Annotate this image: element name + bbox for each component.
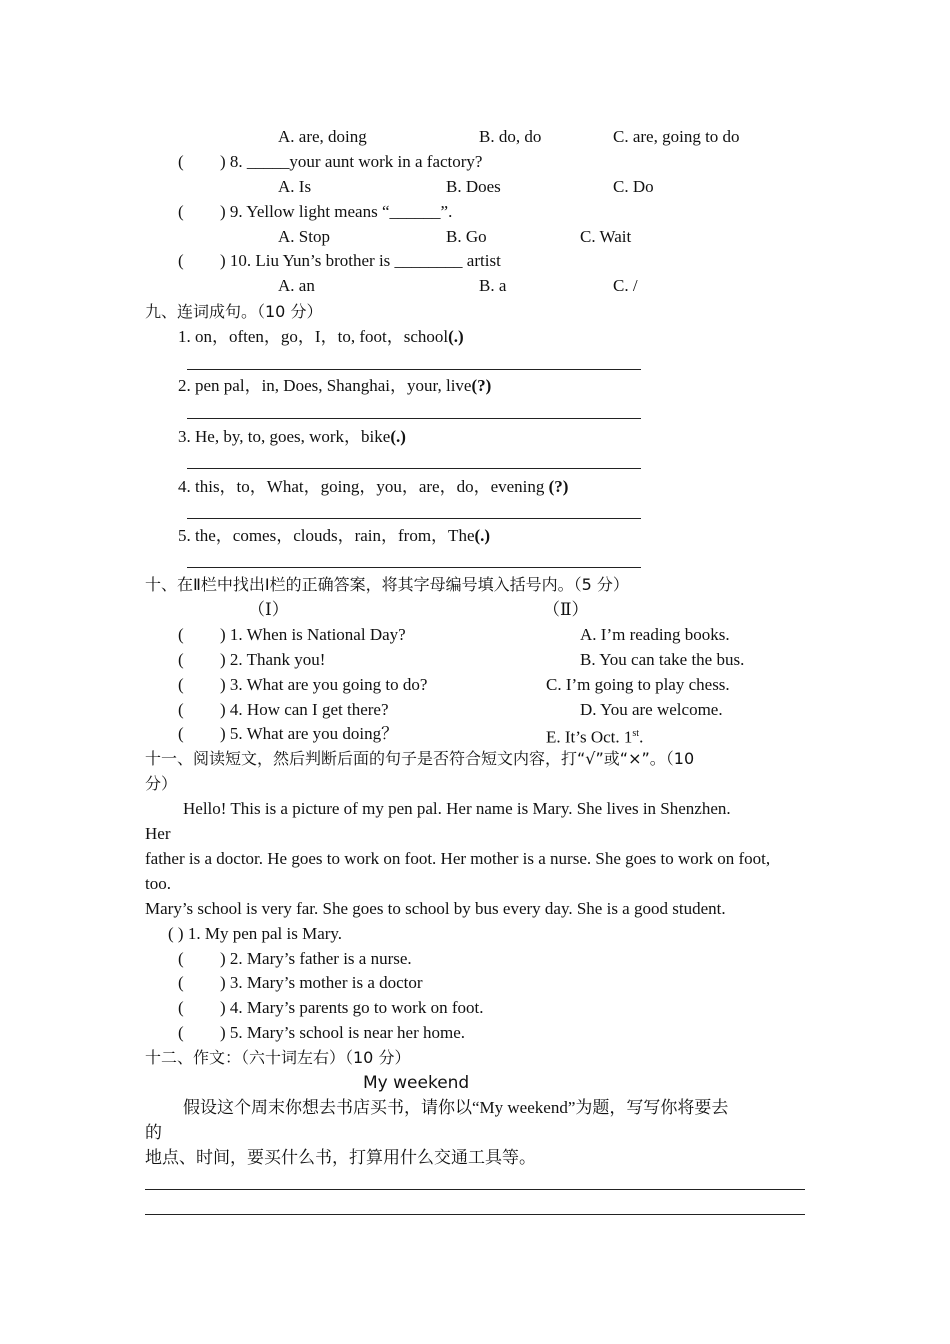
section12-heading: 十二、作文：（六十词左右）（10 分）	[145, 1048, 411, 1067]
paren: (	[178, 650, 184, 669]
judge-statement-5: ) 5. Mary’s school is near her home.	[220, 1023, 466, 1042]
section11-heading-cont: 分）	[145, 774, 178, 793]
essay-title: My weekend	[363, 1073, 470, 1093]
reorder-punct: (.)	[448, 327, 464, 346]
q10-option-b: B. a	[479, 276, 507, 295]
answer-text: E. It’s Oct. 1	[546, 727, 633, 747]
answer-line[interactable]	[187, 518, 641, 519]
match-question-2: ) 2. Thank you!	[220, 650, 326, 669]
paren: (	[178, 1023, 184, 1042]
reorder-item-2	[178, 376, 491, 396]
match-question-1: ) 1. When is National Day?	[220, 625, 406, 644]
match-answer-b: B. You can take the bus.	[580, 650, 745, 669]
paren: (	[178, 700, 184, 719]
reorder-punct: (.)	[390, 427, 406, 446]
answer-line[interactable]	[187, 369, 641, 370]
paren: (	[178, 724, 184, 743]
essay-prompt-line-1: 假设这个周末你想去书店买书，请你以“My weekend”为题，写写你将要去	[183, 1098, 729, 1117]
q10-paren: (	[178, 251, 184, 270]
reorder-words: 1. on，often，go，I，to, foot，school	[178, 327, 449, 346]
reorder-words: 3. He, by, to, goes, work，bike	[178, 427, 391, 446]
q8-option-a: A. Is	[278, 177, 312, 196]
q8-option-b: B. Does	[446, 177, 501, 196]
match-question-5: ) 5. What are you doing？	[220, 724, 399, 743]
match-answer-c: C. I’m going to play chess.	[546, 675, 730, 694]
match-answer-a: A. I’m reading books.	[580, 625, 730, 644]
reorder-item-4	[178, 477, 568, 497]
reorder-item-5	[178, 526, 490, 546]
reorder-punct: (?)	[471, 376, 492, 395]
reorder-punct: (?)	[548, 477, 569, 496]
paren: (	[178, 949, 184, 968]
q8-option-c: C. Do	[613, 177, 654, 196]
judge-statement-1: ( ) 1. My pen pal is Mary.	[168, 924, 343, 943]
passage-line-4: too.	[145, 874, 171, 893]
judge-statement-4: ) 4. Mary’s parents go to work on foot.	[220, 998, 484, 1017]
answer-line[interactable]	[187, 567, 641, 568]
q10-text: ) 10. Liu Yun’s brother is ________ artist	[220, 251, 501, 270]
q9-text: ) 9. Yellow light means “______”.	[220, 202, 453, 221]
reorder-words: 2. pen pal，in, Does, Shanghai，your, live	[178, 376, 472, 395]
match-question-3: ) 3. What are you going to do?	[220, 675, 428, 694]
q8-text: ) 8. _____your aunt work in a factory?	[220, 152, 483, 171]
ordinal-suffix: st	[632, 728, 640, 739]
column-2-label: （Ⅱ）	[543, 600, 589, 619]
answer-line[interactable]	[187, 468, 641, 469]
q8-paren: (	[178, 152, 184, 171]
judge-statement-3: ) 3. Mary’s mother is a doctor	[220, 973, 423, 992]
essay-prompt-line-2: 的	[145, 1123, 162, 1142]
match-answer-e	[546, 724, 643, 748]
q9-option-c: C. Wait	[580, 227, 632, 246]
column-1-label: （Ⅰ）	[248, 600, 289, 619]
reorder-item-1	[178, 327, 464, 347]
judge-statement-2: ) 2. Mary’s father is a nurse.	[220, 949, 412, 968]
q10-option-a: A. an	[278, 276, 315, 295]
passage-line-5: Mary’s school is very far. She goes to school by bus every day. She is a good student.	[145, 899, 726, 918]
essay-line[interactable]	[145, 1214, 805, 1215]
section11-heading: 十一、阅读短文，然后判断后面的句子是否符合短文内容，打“√”或“×”。（10	[145, 749, 695, 768]
essay-prompt-line-3: 地点、时间，要买什么书，打算用什么交通工具等。	[145, 1148, 536, 1167]
section9-heading: 九、连词成句。（10 分）	[145, 302, 323, 321]
answer-line[interactable]	[187, 418, 641, 419]
passage-line-3: father is a doctor. He goes to work on foot. Her mother is a nurse. She goes to work on foot,	[145, 849, 771, 868]
paren: (	[178, 675, 184, 694]
match-answer-d: D. You are welcome.	[580, 700, 723, 719]
paren: (	[178, 998, 184, 1017]
paren: (	[178, 973, 184, 992]
paren: (	[178, 625, 184, 644]
answer-period: .	[639, 727, 644, 747]
reorder-words: 4. this，to，What，going，you，are，do，evening	[178, 477, 549, 496]
q9-option-b: B. Go	[446, 227, 487, 246]
passage-line-2: Her	[145, 824, 171, 843]
reorder-words: 5. the，comes，clouds，rain，from，The	[178, 526, 475, 545]
passage-line-1: Hello! This is a picture of my pen pal. Her name is Mary. She lives in Shenzhen.	[183, 799, 731, 818]
reorder-punct: (.)	[474, 526, 491, 545]
q7-option-c: C. are, going to do	[613, 127, 740, 146]
essay-line[interactable]	[145, 1189, 805, 1190]
q7-option-b: B. do, do	[479, 127, 542, 146]
q9-option-a: A. Stop	[278, 227, 330, 246]
reorder-item-3	[178, 427, 406, 447]
match-question-4: ) 4. How can I get there?	[220, 700, 389, 719]
section10-heading: 十、在Ⅱ栏中找出Ⅰ栏的正确答案，将其字母编号填入括号内。（5 分）	[145, 575, 629, 594]
q9-paren: (	[178, 202, 184, 221]
q10-option-c: C. /	[613, 276, 638, 295]
q7-option-a: A. are, doing	[278, 127, 367, 146]
